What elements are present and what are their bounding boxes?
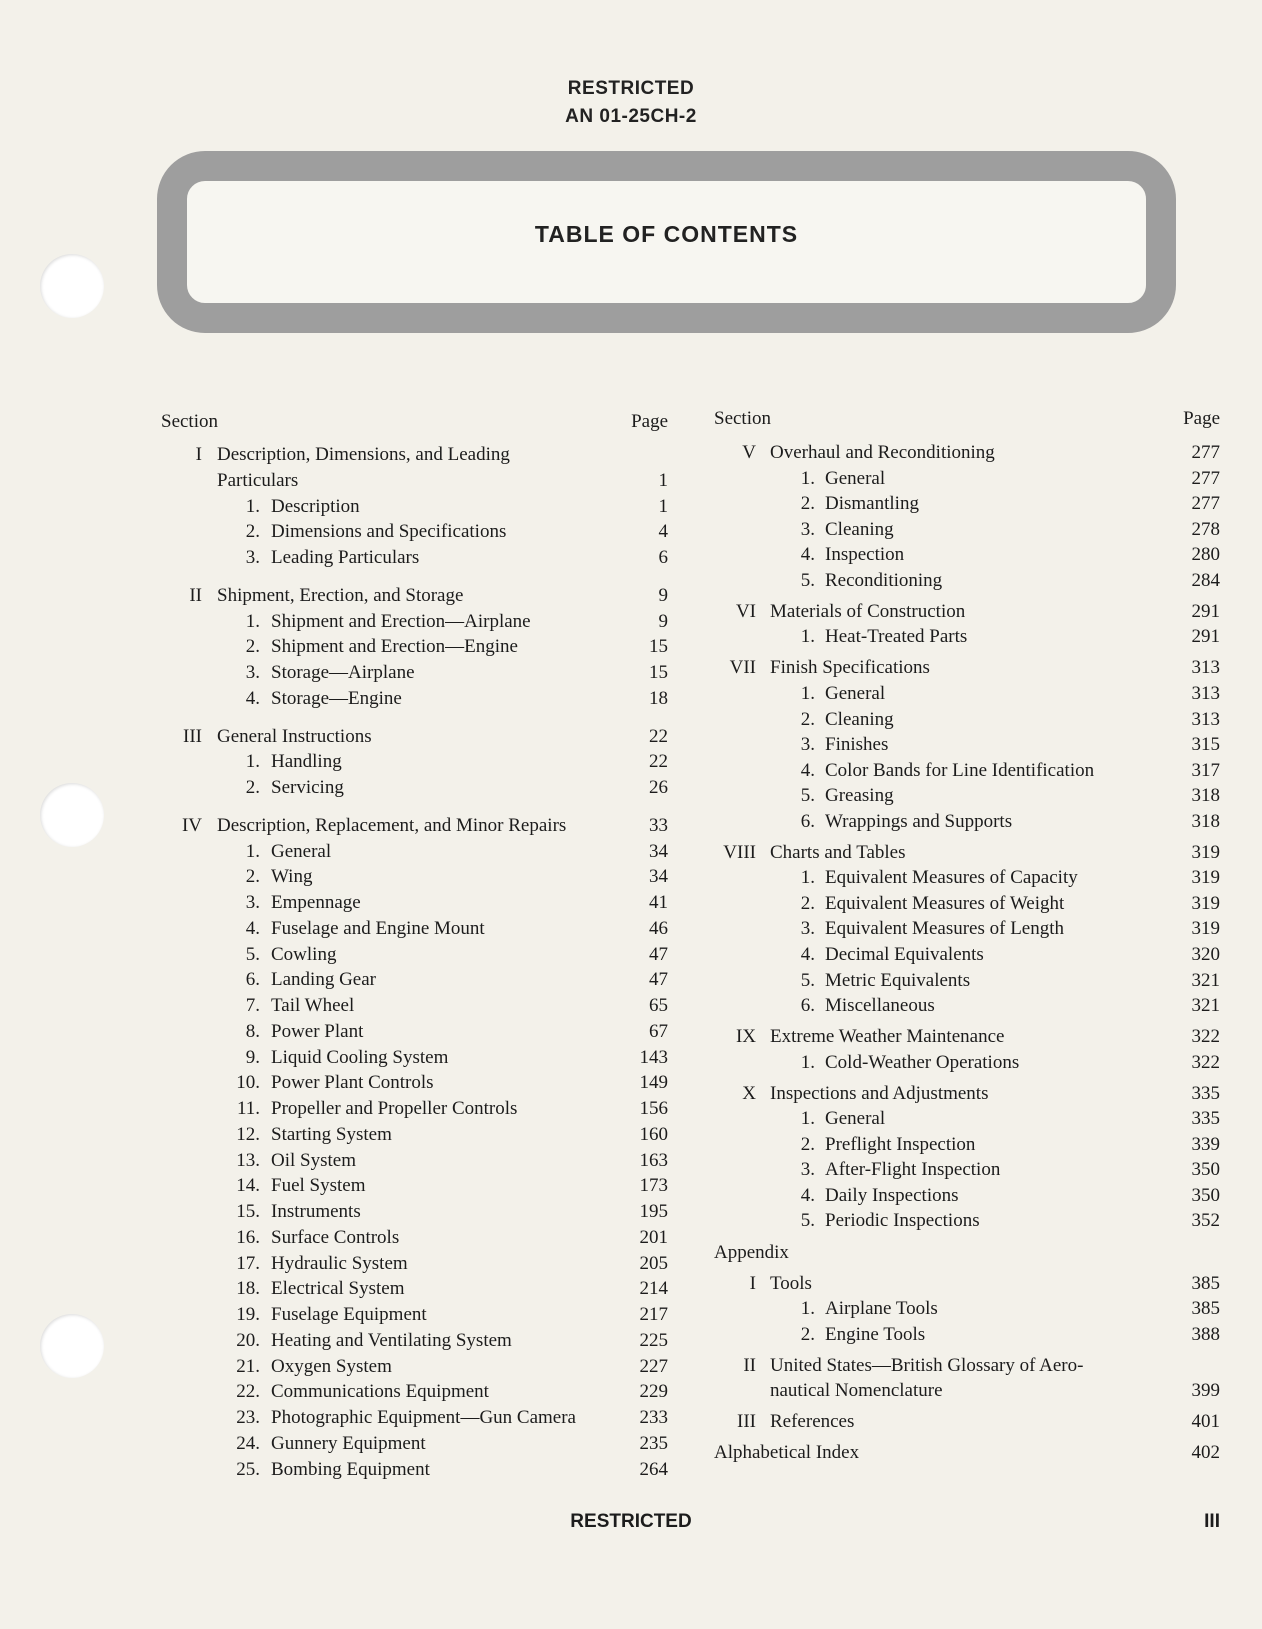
page-ref: 67 [649, 1020, 668, 1042]
section-title: General Instructions [217, 725, 372, 747]
item-number: 12. [236, 1123, 260, 1145]
page-column-label: Page [631, 411, 668, 432]
page-ref: 214 [639, 1278, 668, 1300]
section-numeral: IV [181, 814, 202, 836]
item-number: 3. [800, 518, 815, 540]
page-ref: 22 [649, 751, 668, 773]
page-ref: 321 [1191, 969, 1220, 991]
item-title: Greasing [825, 785, 894, 807]
item-title: Cleaning [825, 518, 894, 540]
page-ref: 9 [658, 584, 668, 606]
page-number: III [1204, 1511, 1220, 1532]
section-numeral: VIII [723, 841, 756, 863]
title-frame [157, 151, 1176, 333]
page-ref: 9 [658, 610, 668, 632]
item-number: 2. [245, 777, 260, 798]
item-number: 5. [800, 969, 815, 991]
page-ref: 278 [1191, 518, 1220, 540]
item-title: Equivalent Measures of Weight [825, 892, 1065, 914]
item-title: Leading Particulars [271, 547, 420, 568]
item-title: Empennage [271, 892, 361, 913]
item-title: Electrical System [271, 1278, 405, 1300]
page-ref: 225 [639, 1329, 668, 1351]
page-ref: 399 [1191, 1380, 1220, 1402]
page-ref: 4 [658, 521, 668, 543]
section-column-label: Section [161, 411, 218, 432]
page-ref: 291 [1191, 626, 1220, 648]
page-ref: 313 [1191, 708, 1220, 730]
item-number: 1. [800, 1051, 815, 1073]
item-title: Miscellaneous [825, 995, 935, 1017]
page-ref: 33 [649, 814, 668, 836]
publication-number: AN 01-25CH-2 [565, 106, 697, 127]
item-number: 1. [245, 495, 260, 517]
page-ref: 321 [1191, 995, 1220, 1017]
page-ref: 6 [658, 547, 668, 568]
page-ref: 313 [1191, 682, 1220, 704]
page-ref: 195 [639, 1201, 668, 1222]
page-ref: 385 [1191, 1298, 1220, 1320]
item-number: 22. [236, 1381, 260, 1403]
item-title: Dimensions and Specifications [271, 521, 507, 543]
item-number: 1. [245, 751, 260, 773]
section-numeral: I [749, 1272, 756, 1294]
page-ref: 47 [649, 943, 668, 965]
page-ref: 1 [658, 495, 668, 517]
item-title: Finishes [825, 734, 889, 756]
item-number: 2. [245, 521, 260, 543]
item-title: General [825, 682, 886, 704]
item-number: 5. [800, 1210, 815, 1232]
page-ref: 143 [639, 1046, 668, 1068]
item-number: 19. [236, 1304, 260, 1325]
item-number: 2. [245, 866, 260, 888]
item-title: Color Bands for Line Identification [825, 759, 1095, 781]
page-title: TABLE OF CONTENTS [534, 221, 799, 247]
section-numeral: VII [729, 657, 756, 679]
section-title: United States—British Glossary of Aero- [770, 1354, 1084, 1376]
page-ref: 149 [639, 1072, 668, 1094]
section-title-continued: Particulars [217, 469, 299, 491]
item-number: 25. [236, 1458, 260, 1480]
item-number: 1. [245, 840, 260, 862]
item-number: 5. [245, 943, 260, 965]
section-numeral: X [742, 1082, 756, 1104]
item-number: 6. [800, 810, 815, 832]
item-number: 9. [245, 1046, 260, 1068]
page-ref: 201 [639, 1226, 668, 1248]
section-numeral: II [189, 584, 202, 606]
item-title: Heating and Ventilating System [271, 1329, 512, 1351]
page-ref: 22 [649, 725, 668, 747]
item-title: Hydraulic System [271, 1252, 408, 1274]
page-ref: 352 [1191, 1210, 1220, 1232]
section-numeral: III [183, 725, 202, 747]
page-ref: 277 [1191, 467, 1220, 489]
item-number: 1. [800, 1298, 815, 1320]
page-ref: 339 [1191, 1133, 1220, 1155]
section-numeral: III [737, 1411, 756, 1433]
item-title: Shipment and Erection—Engine [271, 636, 518, 658]
page-ref: 277 [1191, 442, 1220, 463]
item-number: 23. [236, 1407, 260, 1428]
item-number: 1. [800, 682, 815, 704]
item-title: Servicing [271, 777, 344, 798]
item-number: 5. [800, 785, 815, 807]
item-title: Heat-Treated Parts [825, 626, 968, 648]
page-ref: 156 [639, 1098, 668, 1119]
page-ref: 264 [639, 1458, 668, 1480]
item-title: General [825, 467, 886, 489]
item-number: 10. [236, 1072, 260, 1094]
item-title: Oxygen System [271, 1355, 392, 1377]
page-ref: 34 [649, 840, 668, 862]
page-ref: 402 [1191, 1442, 1220, 1464]
page-ref: 160 [639, 1123, 668, 1145]
page-ref: 350 [1191, 1184, 1220, 1206]
item-title: Description [271, 495, 360, 517]
item-number: 17. [236, 1252, 260, 1274]
page-ref: 15 [649, 662, 668, 683]
item-number: 13. [236, 1149, 260, 1171]
item-number: 11. [236, 1098, 260, 1119]
section-title: Materials of Construction [770, 600, 966, 622]
item-title: After-Flight Inspection [825, 1159, 1001, 1181]
page-ref: 317 [1191, 759, 1220, 781]
item-title: Tail Wheel [271, 995, 355, 1016]
item-title: Fuselage Equipment [271, 1304, 427, 1325]
item-title: Equivalent Measures of Length [825, 918, 1065, 940]
section-title-continued: nautical Nomenclature [770, 1380, 943, 1402]
item-title: Dismantling [825, 493, 919, 515]
item-title: Wrappings and Supports [825, 810, 1013, 832]
page-ref: 315 [1191, 734, 1220, 756]
security-classification-footer: RESTRICTED [570, 1511, 692, 1532]
item-number: 3. [245, 892, 260, 913]
item-number: 3. [800, 734, 815, 756]
page-ref: 320 [1191, 943, 1220, 965]
section-title: Extreme Weather Maintenance [770, 1026, 1005, 1048]
item-number: 4. [800, 943, 815, 965]
section-column-label: Section [714, 408, 771, 429]
page-ref: 318 [1191, 785, 1220, 807]
page-ref: 350 [1191, 1159, 1220, 1181]
item-title: Cleaning [825, 708, 894, 730]
page-ref: 319 [1191, 918, 1220, 940]
item-title: Cowling [271, 943, 337, 965]
item-number: 4. [800, 759, 815, 781]
page-ref: 41 [649, 892, 668, 913]
section-title: Inspections and Adjustments [770, 1082, 989, 1104]
page-ref: 385 [1191, 1272, 1220, 1294]
page-ref: 65 [649, 995, 668, 1016]
section-title: Overhaul and Reconditioning [770, 442, 995, 463]
page-ref: 15 [649, 636, 668, 658]
page-ref: 388 [1191, 1323, 1220, 1345]
item-number: 18. [236, 1278, 260, 1300]
item-number: 3. [245, 547, 260, 568]
page-ref: 26 [649, 777, 668, 798]
item-number: 7. [245, 995, 260, 1016]
page-ref: 227 [639, 1355, 668, 1377]
item-number: 2. [800, 708, 815, 730]
page-ref: 319 [1191, 867, 1220, 889]
item-title: General [271, 840, 332, 862]
page-ref: 322 [1191, 1026, 1220, 1048]
item-number: 20. [236, 1329, 260, 1351]
item-number: 14. [236, 1175, 260, 1197]
page-ref: 163 [639, 1149, 668, 1171]
item-number: 4. [800, 1184, 815, 1206]
section-numeral: I [195, 444, 202, 465]
item-title: Preflight Inspection [825, 1133, 976, 1155]
binder-hole-bottom [40, 1314, 104, 1378]
item-number: 8. [245, 1020, 260, 1042]
item-number: 4. [800, 544, 815, 566]
item-number: 24. [236, 1432, 260, 1454]
item-number: 15. [236, 1201, 260, 1222]
item-number: 3. [245, 662, 260, 683]
item-title: Gunnery Equipment [271, 1432, 426, 1454]
item-title: Periodic Inspections [825, 1210, 980, 1232]
page-ref: 229 [639, 1381, 668, 1403]
item-title: Daily Inspections [825, 1184, 959, 1206]
page-ref: 280 [1191, 544, 1220, 566]
item-title: Power Plant Controls [271, 1072, 434, 1094]
section-title: Description, Dimensions, and Leading [217, 444, 510, 465]
item-number: 4. [245, 917, 260, 939]
item-title: Airplane Tools [825, 1298, 938, 1320]
item-title: Starting System [271, 1123, 392, 1145]
page-ref: 47 [649, 969, 668, 991]
page-ref: 291 [1191, 600, 1220, 622]
page-ref: 284 [1191, 569, 1220, 591]
item-title: Decimal Equivalents [825, 943, 984, 965]
item-title: Landing Gear [271, 969, 376, 991]
item-number: 6. [245, 969, 260, 991]
page-ref: 18 [649, 687, 668, 709]
page-ref: 235 [639, 1432, 668, 1454]
item-title: Bombing Equipment [271, 1458, 430, 1480]
item-number: 2. [800, 1323, 815, 1345]
section-numeral: II [743, 1354, 756, 1376]
item-number: 3. [800, 918, 815, 940]
item-title: Shipment and Erection—Airplane [271, 610, 531, 632]
item-number: 2. [800, 892, 815, 914]
page-ref: 335 [1191, 1108, 1220, 1130]
item-title: Inspection [825, 544, 905, 566]
item-title: Storage—Engine [271, 687, 402, 709]
item-number: 1. [245, 610, 260, 632]
item-title: Fuselage and Engine Mount [271, 917, 485, 939]
page-ref: 233 [639, 1407, 668, 1428]
item-number: 2. [800, 493, 815, 515]
item-title: Equivalent Measures of Capacity [825, 867, 1078, 889]
item-title: Cold-Weather Operations [825, 1051, 1020, 1073]
item-title: Instruments [271, 1201, 361, 1222]
item-title: Communications Equipment [271, 1381, 489, 1403]
item-title: Fuel System [271, 1175, 366, 1197]
item-title: General [825, 1108, 886, 1130]
page-ref: 217 [639, 1304, 668, 1325]
item-number: 5. [800, 569, 815, 591]
item-number: 1. [800, 867, 815, 889]
item-number: 4. [245, 687, 260, 709]
item-title: Surface Controls [271, 1226, 400, 1248]
item-number: 1. [800, 626, 815, 648]
page-ref: 34 [649, 866, 668, 888]
item-title: Liquid Cooling System [271, 1046, 449, 1068]
page-ref: 277 [1191, 493, 1220, 515]
group-heading: Alphabetical Index [714, 1442, 860, 1464]
page-ref: 319 [1191, 892, 1220, 914]
page-ref: 1 [658, 469, 668, 491]
binder-hole-top [40, 254, 104, 318]
item-title: Propeller and Propeller Controls [271, 1098, 518, 1119]
page-ref: 318 [1191, 810, 1220, 832]
section-numeral: VI [735, 600, 756, 622]
item-number: 3. [800, 1159, 815, 1181]
item-title: Handling [271, 751, 342, 773]
page-ref: 322 [1191, 1051, 1220, 1073]
group-heading: Appendix [714, 1241, 789, 1263]
item-title: Oil System [271, 1149, 356, 1171]
item-number: 1. [800, 1108, 815, 1130]
item-number: 1. [800, 467, 815, 489]
item-number: 21. [236, 1355, 260, 1377]
page-ref: 401 [1191, 1411, 1220, 1433]
page-ref: 335 [1191, 1082, 1220, 1104]
section-title: Finish Specifications [770, 657, 930, 679]
item-title: Engine Tools [825, 1323, 926, 1345]
section-title: Tools [770, 1272, 812, 1294]
page-ref: 173 [639, 1175, 668, 1197]
section-numeral: V [742, 442, 756, 463]
section-title: Charts and Tables [770, 841, 906, 863]
page-ref: 319 [1191, 841, 1220, 863]
item-title: Wing [271, 866, 313, 888]
section-title: References [770, 1411, 855, 1433]
section-title: Description, Replacement, and Minor Repairs [217, 814, 567, 836]
page-ref: 313 [1191, 657, 1220, 679]
item-number: 16. [236, 1226, 260, 1248]
page-ref: 46 [649, 917, 668, 939]
binder-hole-middle [40, 783, 104, 847]
page-ref: 205 [639, 1252, 668, 1274]
item-title: Power Plant [271, 1020, 364, 1042]
item-number: 6. [800, 995, 815, 1017]
section-numeral: IX [735, 1026, 756, 1048]
item-number: 2. [245, 636, 260, 658]
page-column-label: Page [1183, 408, 1220, 429]
item-number: 2. [800, 1133, 815, 1155]
section-title: Shipment, Erection, and Storage [217, 584, 464, 606]
item-title: Photographic Equipment—Gun Camera [271, 1407, 576, 1428]
item-title: Metric Equivalents [825, 969, 971, 991]
security-classification-header: RESTRICTED [567, 78, 695, 99]
item-title: Storage—Airplane [271, 662, 415, 683]
item-title: Reconditioning [825, 569, 943, 591]
